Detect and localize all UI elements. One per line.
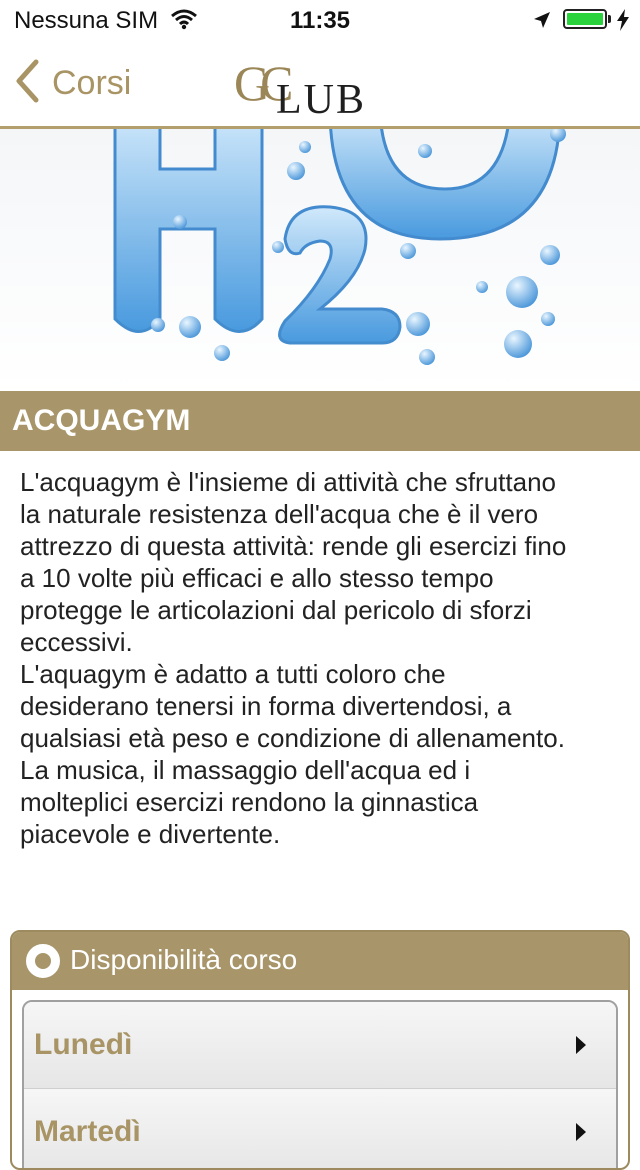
location-arrow-icon	[532, 10, 552, 35]
carrier-label: Nessuna SIM	[14, 7, 159, 34]
disclosure-arrow-icon	[576, 1123, 586, 1141]
clock: 11:35	[289, 7, 351, 34]
day-row-martedi[interactable]	[24, 1089, 616, 1170]
availability-header[interactable]	[12, 932, 628, 990]
course-hero-image	[0, 129, 640, 391]
battery-tip	[608, 15, 611, 23]
chevron-left-icon	[14, 59, 40, 108]
day-label: Martedì	[34, 1115, 141, 1148]
course-title-bar	[0, 391, 640, 451]
charging-bolt-icon	[616, 9, 630, 36]
back-button[interactable]	[14, 60, 131, 106]
availability-panel	[10, 930, 630, 1170]
logo-monogram: GC	[234, 55, 284, 111]
battery-icon	[563, 9, 607, 29]
day-label: Lunedì	[34, 1028, 133, 1061]
day-row-lunedi[interactable]	[24, 1002, 616, 1089]
radio-icon	[26, 944, 60, 978]
logo-word: LUB	[276, 77, 366, 123]
back-button-label: Corsi	[52, 63, 132, 102]
course-title: ACQUAGYM	[12, 404, 191, 437]
navigation-bar	[0, 40, 640, 129]
status-bar	[0, 0, 640, 40]
disclosure-arrow-icon	[576, 1036, 586, 1054]
availability-header-label: Disponibilità corso	[70, 944, 298, 975]
day-list	[22, 1000, 618, 1170]
water-drops-image	[0, 129, 640, 391]
course-description: L'acquagym è l'insieme di attività che sfruttano la naturale resistenza dell'acqua che è il vero attrezzo di questa attività: rende gli esercizi fino a 10 volte più efficaci e allo stesso tempo protegge le articolazioni dal pericolo di sforzi eccessivi. L'aquagym è adatto a tutti coloro che desiderano tenersi in forma divertendosi, a qualsiasi età peso e condizione di allenamento. La musica, il massaggio dell'acqua ed i molteplici esercizi rendono la ginnastica piacevole e divertente.	[20, 467, 567, 849]
gc-club-logo	[234, 54, 406, 123]
